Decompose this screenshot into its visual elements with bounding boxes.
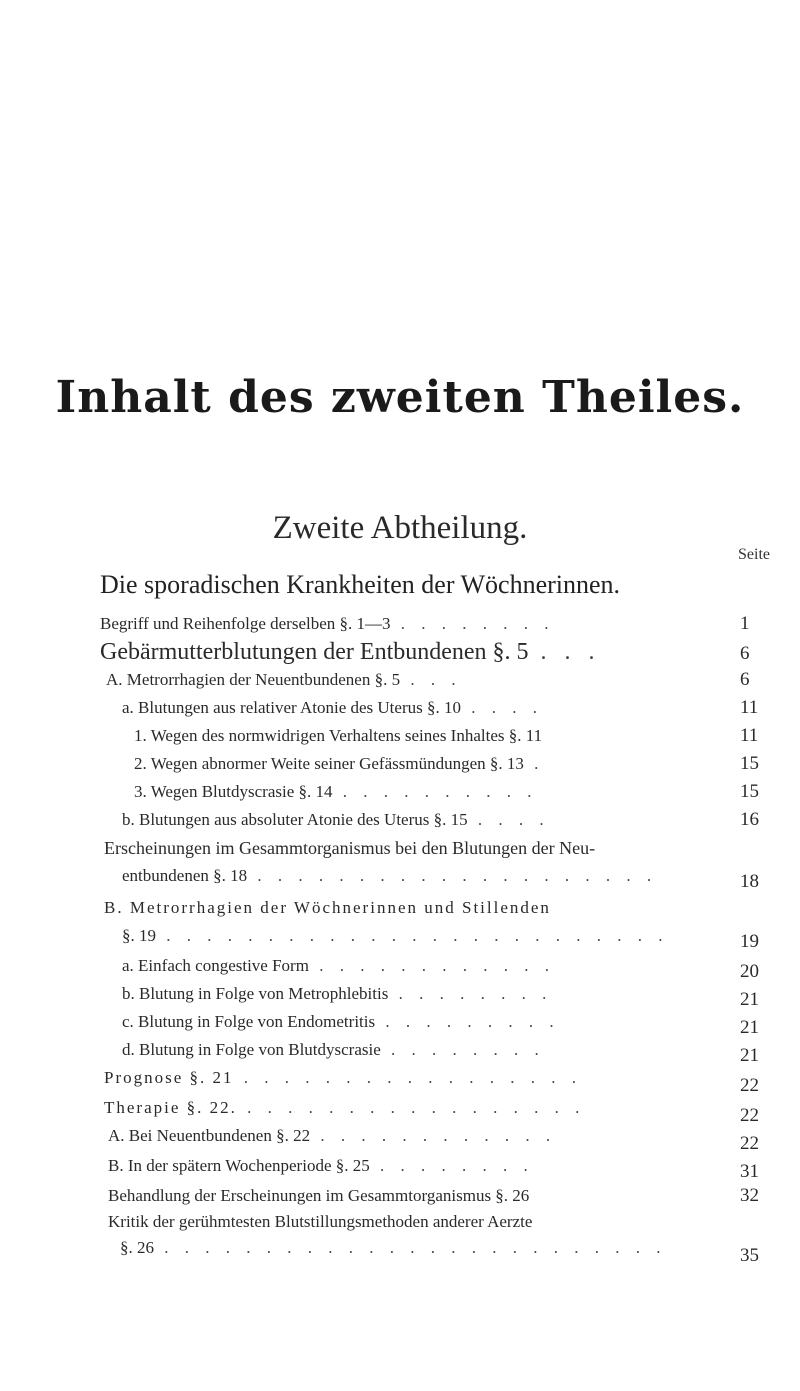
toc-entry [122,954,730,978]
toc-entry-text: §. 26 [120,1238,154,1257]
toc-entry-text: 2. Wegen abnormer Weite seiner Gefässmündungen §. 13 [134,754,524,773]
toc-entry [104,1066,730,1090]
toc-entry-text: b. Blutungen aus absoluter Atonie des Uterus §. 15 [122,810,468,829]
toc-page-number: 22 [740,1105,759,1126]
toc-entry-text: Gebärmutterblutungen der Entbundenen §. 5 [100,640,529,664]
toc-entry [108,1154,730,1178]
toc-leader-dots: . . . . . . . . [390,614,555,633]
toc-entry-text: Behandlung der Erscheinungen im Gesammtorganismus §. 26 [108,1186,530,1205]
toc-entry [104,836,784,860]
toc-page-number: 35 [740,1245,759,1266]
toc-entry-text: A. Metrorrhagien der Neuentbundenen §. 5 [106,670,401,689]
toc-leader-dots: . . . . . . . . . . . . [310,1126,557,1145]
toc-leader-dots: . . . . . . . . . [375,1012,560,1031]
toc-entry-text: c. Blutung in Folge von Endometritis [122,1012,376,1031]
toc-entry-text: Begriff und Reihenfolge derselben §. 1—3 [100,614,391,633]
toc-entry-text: a. Blutungen aus relativer Atonie des Uterus §. 10 [122,698,461,717]
toc-entry [134,724,734,748]
toc-entry [122,1010,730,1034]
chapter-title: Die sporadischen Krankheiten der Wöchnerinnen. [100,570,621,599]
toc-leader-dots: . . . . . . . . . . . . . . . . . [233,1068,583,1087]
toc-entry [134,752,730,776]
toc-entry [108,1124,730,1148]
toc-page-number: 22 [740,1133,759,1154]
toc-entry-text: b. Blutung in Folge von Metrophlebitis [122,984,389,1003]
toc-entry [122,1038,730,1062]
toc-leader-dots: . . . . . . . . . . . . . . . . . [236,1098,586,1117]
toc-leader-dots: . . . [400,670,462,689]
seite-label: Seite [738,546,770,563]
toc-leader-dots: . . . . . . . . [380,1040,545,1059]
toc-leader-dots: . . . . . . . . [369,1156,534,1175]
toc-entry [122,864,730,888]
toc-entry [108,1210,738,1234]
toc-entry [104,1096,730,1120]
toc-entry [100,640,730,664]
toc-entry [122,808,730,832]
toc-entry-text: §. 19 [122,926,156,945]
toc-page-number: 18 [740,871,759,892]
toc-leader-dots: . . . . . . . . . . . . [308,956,555,975]
toc-page-number: 15 [740,781,759,802]
toc-entry-text: Kritik der gerühmtesten Blutstillungsmethoden anderer Aerzte [108,1212,533,1231]
toc-entry [122,696,730,720]
toc-page-number: 21 [740,1045,759,1066]
toc-entry [104,896,784,920]
toc-entry-text: 3. Wegen Blutdyscrasie §. 14 [134,782,333,801]
toc-page-number: 11 [740,725,759,746]
toc-page-number: 22 [740,1075,759,1096]
toc-page-number: 21 [740,1017,759,1038]
toc-leader-dots: . [523,754,545,773]
toc-leader-dots: . . . . [467,810,550,829]
toc-entry-text: 1. Wegen des normwidrigen Verhaltens seines Inhaltes §. 11 [134,726,543,745]
toc-page-number: 16 [740,809,759,830]
toc-page-number: 6 [740,669,750,690]
toc-entry-text: entbundenen §. 18 [122,866,248,885]
toc-leader-dots: . . . . . . . . [388,984,553,1003]
page-title: Inhalt des zweiten Theiles. [55,372,745,423]
section-title: Zweite Abtheilung. [272,510,528,546]
toc-entry [122,924,730,948]
toc-page-number: 32 [740,1185,759,1206]
toc-leader-dots: . . . [528,640,601,664]
toc-entry-text: B. In der spätern Wochenperiode §. 25 [108,1156,370,1175]
toc-page-number: 15 [740,753,759,774]
toc-entry-text: a. Einfach congestive Form [122,956,309,975]
toc-entry [122,982,730,1006]
toc-leader-dots: . . . . . . . . . . [332,782,538,801]
toc-entry [134,780,730,804]
toc-page-number: 11 [740,697,759,718]
toc-entry [120,1236,730,1260]
toc-entry-text: Prognose §. 21 [104,1068,234,1087]
toc-page-number: 1 [740,613,750,634]
toc-entry [108,1184,730,1208]
toc-entry-text: A. Bei Neuentbundenen §. 22 [108,1126,311,1145]
toc-entry [100,612,730,636]
toc-leader-dots: . . . . [460,698,543,717]
toc-page-number: 21 [740,989,759,1010]
toc-leader-dots: . . . . . . . . . . . . . . . . . . . . . . . . . [154,1238,667,1257]
toc-entry-text: d. Blutung in Folge von Blutdyscrasie [122,1040,381,1059]
toc-entry [106,668,730,692]
toc-leader-dots: . . . . . . . . . . . . . . . . . . . . [247,866,658,885]
toc-page-number: 31 [740,1161,759,1182]
toc-page-number: 19 [740,931,759,952]
toc-entry-text: Therapie §. 22. [104,1098,237,1117]
toc-leader-dots: . . . . . . . . . . . . . . . . . . . . . . . . . [156,926,669,945]
toc-page-number: 6 [740,643,750,664]
toc-entry-text: B. Metrorrhagien der Wöchnerinnen und Stillenden [104,898,551,917]
toc-page-number: 20 [740,961,759,982]
toc-entry-text: Erscheinungen im Gesammtorganismus bei den Blutungen der Neu- [104,838,596,858]
